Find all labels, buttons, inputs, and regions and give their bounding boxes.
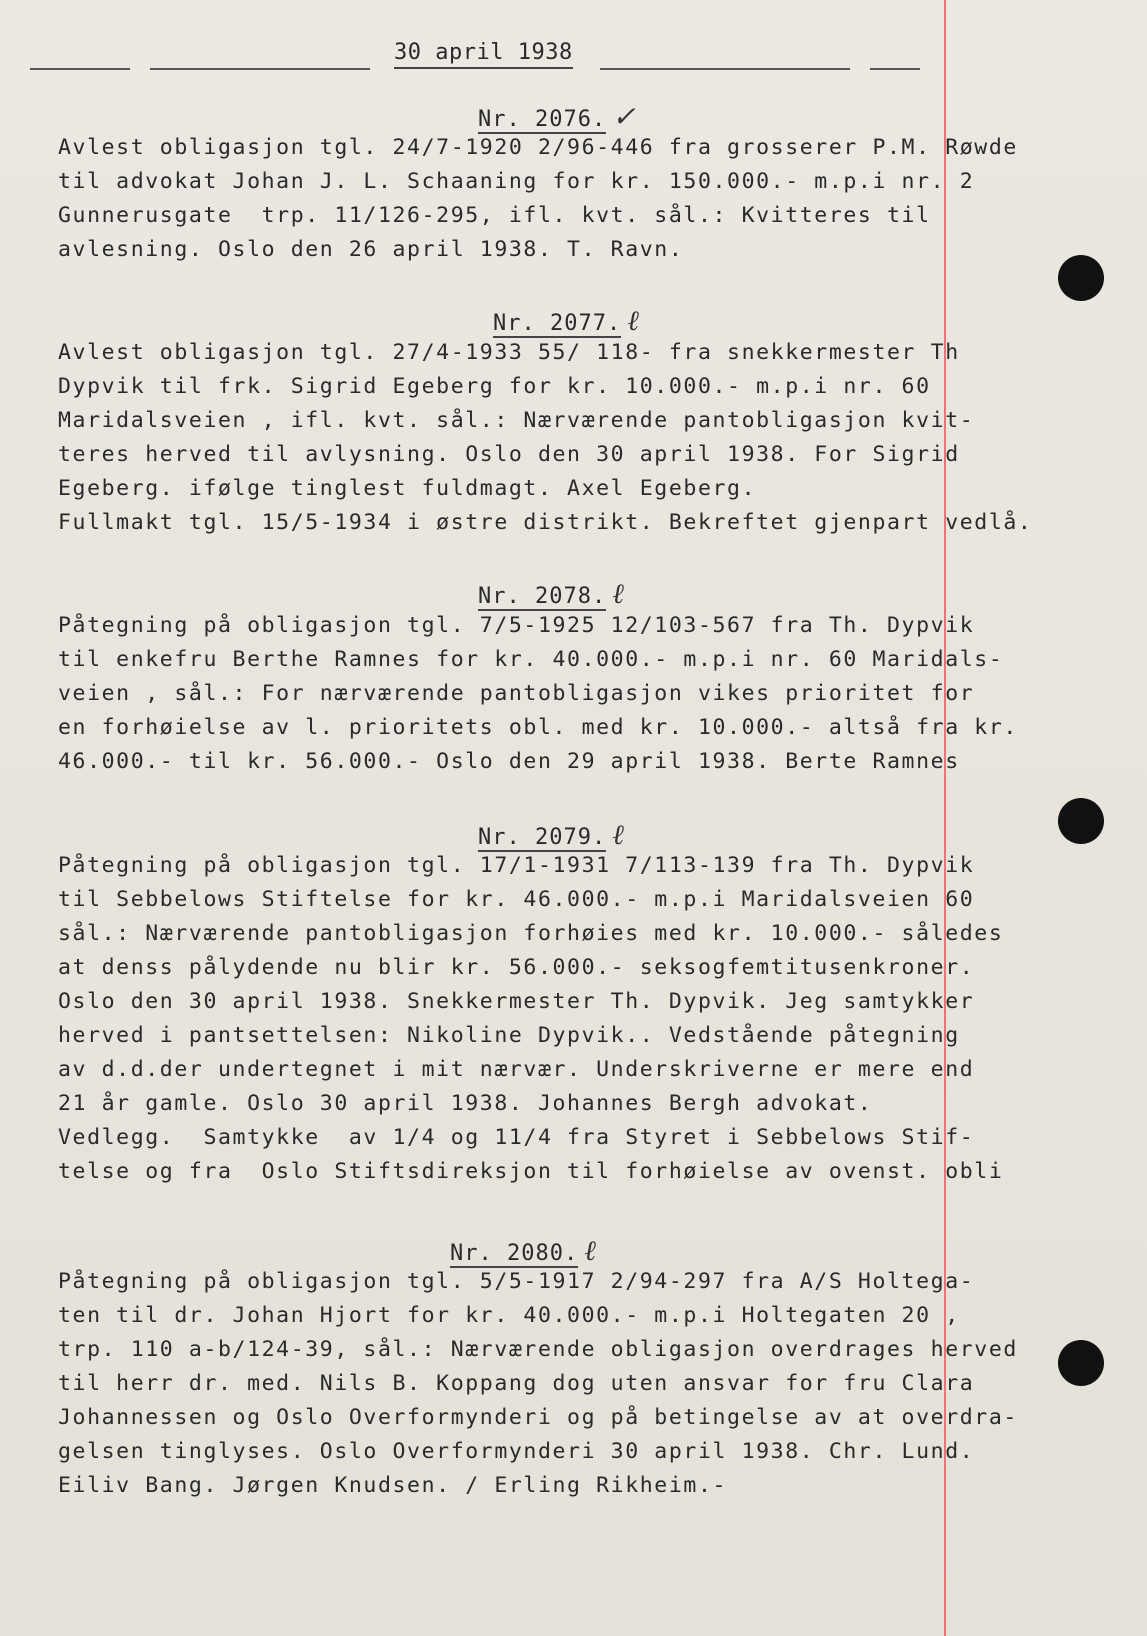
entry-line: Johannessen og Oslo Overformynderi og på betingelse av at overdra- (58, 1405, 1018, 1430)
check-mark: ✓ (612, 100, 637, 133)
entry-number: Nr. 2079. (478, 825, 607, 850)
entry-title (478, 818, 625, 852)
entry-line: Dypvik til frk. Sigrid Egeberg for kr. 10.000.- m.p.i nr. 60 (58, 374, 931, 399)
entry-line: trp. 110 a-b/124-39, sål.: Nærværende obligasjon overdrages herved (58, 1337, 1018, 1362)
entry-line: til advokat Johan J. L. Schaaning for kr. 150.000.- m.p.i nr. 2 (58, 169, 975, 194)
entry-line: herved i pantsettelsen: Nikoline Dypvik.. Vedstående påtegning (58, 1023, 960, 1048)
check-mark: ℓ (612, 577, 625, 610)
entry-line: ten til dr. Johan Hjort for kr. 40.000.- m.p.i Holtegaten 20 , (58, 1303, 960, 1328)
entry-title (493, 304, 640, 338)
check-mark: ℓ (612, 818, 625, 851)
entry-line: Påtegning på obligasjon tgl. 17/1-1931 7/113-139 fra Th. Dypvik (58, 853, 975, 878)
entry-line: av d.d.der undertegnet i mit nærvær. Underskriverne er mere end (58, 1057, 975, 1082)
punch-hole (1058, 255, 1104, 301)
entry-line: sål.: Nærværende pantobligasjon forhøies med kr. 10.000.- således (58, 921, 1004, 946)
entry-line: Maridalsveien , ifl. kvt. sål.: Nærværende pantobligasjon kvit- (58, 408, 975, 433)
header-rule (600, 68, 850, 70)
page-date: 30 april 1938 (394, 40, 573, 69)
header-rule (150, 68, 370, 70)
entry-line: Vedlegg. Samtykke av 1/4 og 11/4 fra Styret i Sebbelows Stif- (58, 1125, 975, 1150)
entry-line: til enkefru Berthe Ramnes for kr. 40.000.- m.p.i nr. 60 Maridals- (58, 647, 1004, 672)
entry-line: teres herved til avlysning. Oslo den 30 april 1938. For Sigrid (58, 442, 960, 467)
check-mark: ℓ (584, 1234, 597, 1267)
entry-line: veien , sål.: For nærværende pantobligasjon vikes prioritet for (58, 681, 975, 706)
entry-line: 21 år gamle. Oslo 30 april 1938. Johannes Bergh advokat. (58, 1091, 873, 1116)
entry-line: Eiliv Bang. Jørgen Knudsen. / Erling Rikheim.- (58, 1473, 728, 1498)
entry-line: 46.000.- til kr. 56.000.- Oslo den 29 april 1938. Berte Ramnes (58, 749, 960, 774)
header-rule (30, 68, 130, 70)
entry-title (478, 577, 625, 611)
entry-line: Oslo den 30 april 1938. Snekkermester Th. Dypvik. Jeg samtykker (58, 989, 975, 1014)
entry-number: Nr. 2078. (478, 584, 607, 609)
entry-line: Påtegning på obligasjon tgl. 7/5-1925 12/103-567 fra Th. Dypvik (58, 613, 975, 638)
check-mark: ℓ (627, 304, 640, 337)
entry-line: til Sebbelows Stiftelse for kr. 46.000.- m.p.i Maridalsveien 60 (58, 887, 975, 912)
punch-hole (1058, 798, 1104, 844)
entry-line: telse og fra Oslo Stiftsdireksjon til forhøielse av ovenst. obli (58, 1159, 1004, 1184)
entry-line: Påtegning på obligasjon tgl. 5/5-1917 2/94-297 fra A/S Holtega- (58, 1269, 975, 1294)
entry-line: at denss pålydende nu blir kr. 56.000.- seksogfemtitusenkroner. (58, 955, 975, 980)
entry-line: Avlest obligasjon tgl. 24/7-1920 2/96-446 fra grosserer P.M. Røwde (58, 135, 1018, 160)
entry-line: avlesning. Oslo den 26 april 1938. T. Ravn. (58, 237, 684, 262)
entry-line: Egeberg. ifølge tinglest fuldmagt. Axel Egeberg. (58, 476, 757, 501)
entry-line: til herr dr. med. Nils B. Koppang dog uten ansvar for fru Clara (58, 1371, 975, 1396)
entry-line: en forhøielse av l. prioritets obl. med kr. 10.000.- altså fra kr. (58, 715, 1018, 740)
entry-number: Nr. 2076. (478, 107, 607, 132)
entry-line: gelsen tinglyses. Oslo Overformynderi 30 april 1938. Chr. Lund. (58, 1439, 975, 1464)
entry-line: Gunnerusgate trp. 11/126-295, ifl. kvt. sål.: Kvitteres til (58, 203, 931, 228)
punch-hole (1058, 1340, 1104, 1386)
header-rule (870, 68, 920, 70)
entry-title (450, 1234, 597, 1268)
entry-line: Fullmakt tgl. 15/5-1934 i østre distrikt. Bekreftet gjenpart vedlå. (58, 510, 1033, 535)
entry-line: Avlest obligasjon tgl. 27/4-1933 55/ 118- fra snekkermester Th (58, 340, 960, 365)
entry-number: Nr. 2077. (493, 311, 622, 336)
entry-number: Nr. 2080. (450, 1241, 579, 1266)
entry-title (478, 100, 637, 133)
